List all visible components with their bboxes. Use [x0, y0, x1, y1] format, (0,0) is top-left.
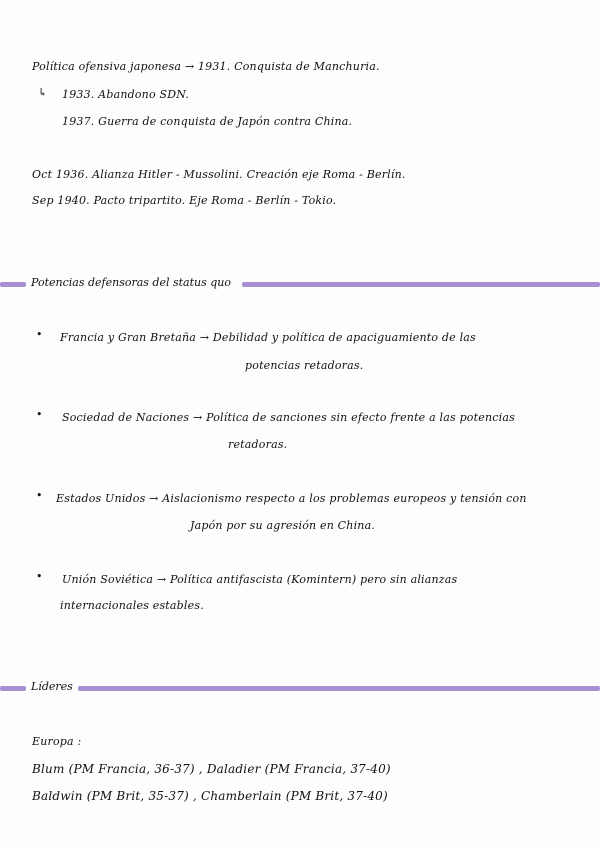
- bullet-icon: •: [36, 408, 43, 421]
- list-item-4-line-2: internacionales estables.: [60, 599, 204, 612]
- leaders-line-2: Baldwin (PM Brit, 35-37) , Chamberlain (PM Brit, 37-40): [32, 789, 388, 803]
- list-item-3-line-1: Estados Unidos → Aislacionismo respecto a los problemas europeos y tensión con: [56, 492, 527, 505]
- intro-line-5: Sep 1940. Pacto tripartito. Eje Roma - Berlín - Tokio.: [32, 194, 337, 207]
- section-divider-left: [0, 282, 26, 287]
- intro-line-1: Política ofensiva japonesa → 1931. Conquista de Manchuria.: [32, 60, 380, 73]
- section-divider-right: [78, 686, 600, 691]
- list-item-2-line-2: retadoras.: [228, 438, 288, 451]
- list-item-3-line-2: Japón por su agresión en China.: [190, 519, 376, 532]
- section-title-status-quo: Potencias defensoras del status quo: [31, 276, 231, 289]
- list-item-1-line-1: Francia y Gran Bretaña → Debilidad y política de apaciguamiento de las: [60, 331, 476, 344]
- list-item-1-line-2: potencias retadoras.: [245, 359, 364, 372]
- bullet-icon: •: [36, 489, 43, 502]
- section-title-lideres: Líderes: [31, 680, 73, 693]
- list-item-4-line-1: Unión Soviética → Política antifascista (Komintern) pero sin alianzas: [62, 573, 458, 586]
- bullet-icon: •: [36, 570, 43, 583]
- intro-line-2: 1933. Abandono SDN.: [62, 88, 190, 101]
- section-divider-right: [242, 282, 600, 287]
- leaders-line-1: Blum (PM Francia, 36-37) , Daladier (PM Francia, 37-40): [32, 762, 391, 776]
- section-divider-left: [0, 686, 26, 691]
- bullet-icon: •: [36, 328, 43, 341]
- list-item-2-line-1: Sociedad de Naciones → Política de sanciones sin efecto frente a las potencias: [62, 411, 515, 424]
- intro-line-3: 1937. Guerra de conquista de Japón contra China.: [62, 115, 353, 128]
- europa-label: Europa :: [32, 735, 82, 748]
- sub-arrow-icon: ↳: [38, 86, 48, 99]
- intro-line-4: Oct 1936. Alianza Hitler - Mussolini. Creación eje Roma - Berlín.: [32, 168, 406, 181]
